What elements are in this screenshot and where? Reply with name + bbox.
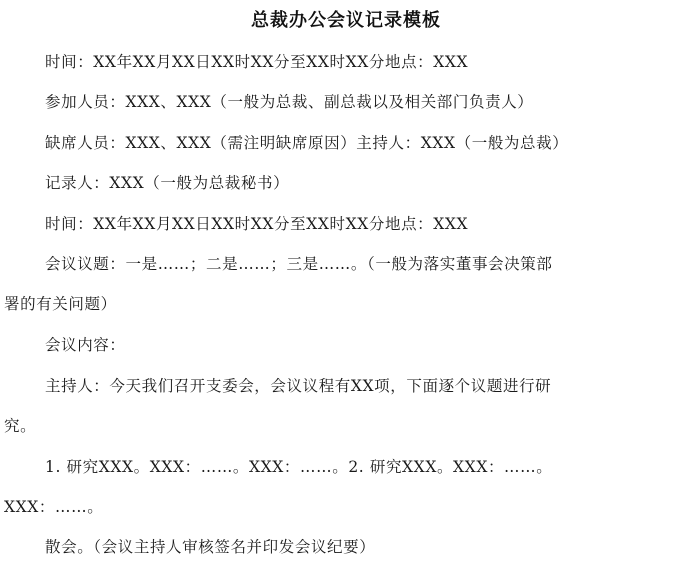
research-items-line: 1. 研究XXX。XXX：……。XXX：……。2. 研究XXX。XXX：……。 (45, 458, 553, 476)
meeting-time-line: 时间：XX年XX月XX日XX时XX分至XX时XX分地点：XXX (45, 53, 469, 71)
absentees-host-line: 缺席人员：XXX、XXX（需注明缺席原因）主持人：XXX（一般为总裁） (45, 134, 569, 152)
attendees-line: 参加人员：XXX、XXX（一般为总裁、副总裁以及相关部门负责人） (45, 93, 534, 111)
adjourn-line: 散会。（会议主持人审核签名并印发会议纪要） (45, 538, 376, 556)
host-speech-line: 主持人：今天我们召开支委会，会议议程有XX项，下面逐个议题进行研 (45, 377, 552, 395)
research-items-line-cont: XXX：……。 (4, 498, 104, 516)
host-speech-line-cont: 究。 (4, 417, 37, 435)
agenda-line: 会议议题：一是……；二是……；三是……。（一般为落实董事会决策部 (45, 255, 553, 273)
agenda-line-cont: 署的有关问题） (4, 295, 117, 313)
content-heading: 会议内容： (45, 336, 126, 354)
recorder-line: 记录人：XXX（一般为总裁秘书） (45, 174, 290, 192)
document-title: 总裁办公会议记录模板 (251, 10, 441, 31)
meeting-time-line-2: 时间：XX年XX月XX日XX时XX分至XX时XX分地点：XXX (45, 215, 469, 233)
